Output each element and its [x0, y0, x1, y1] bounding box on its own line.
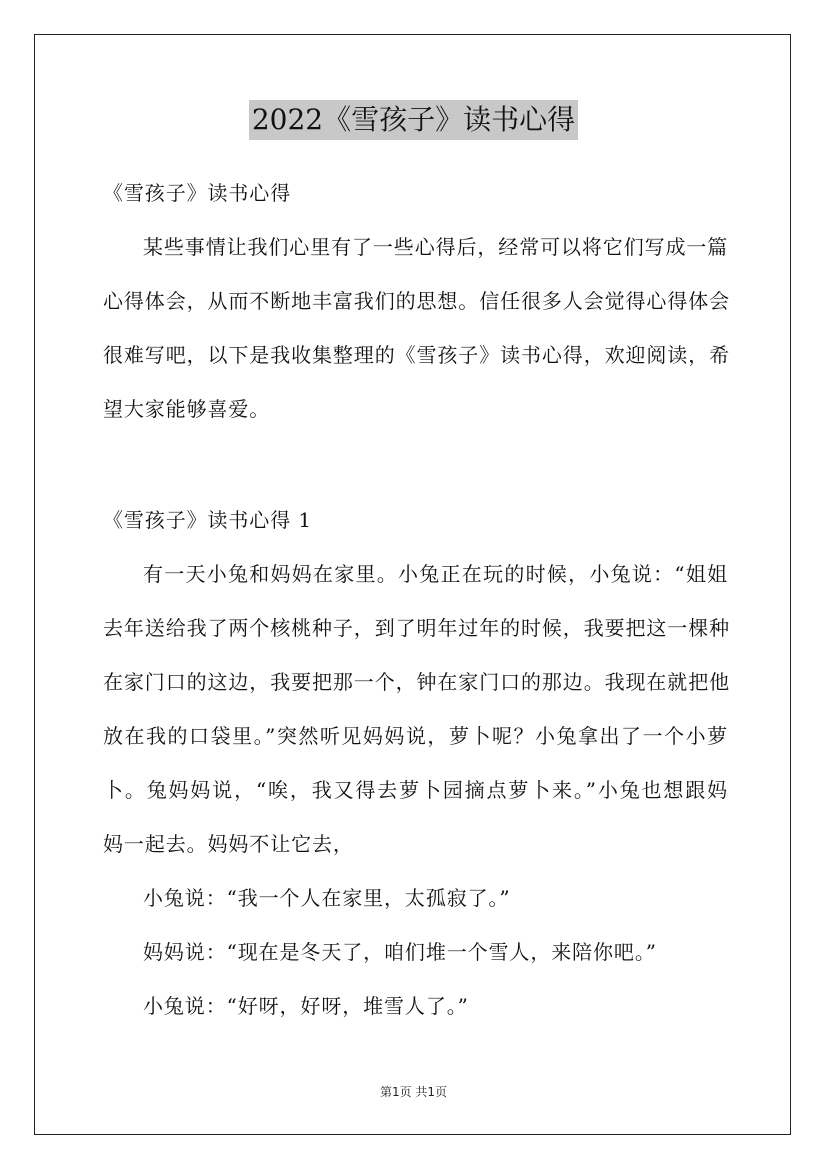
section-heading: 《雪孩子》读书心得 1: [103, 508, 312, 532]
dialogue-line-2: 妈妈说：“现在是冬天了，咱们堆一个雪人，来陪你吧。”: [143, 940, 657, 964]
body-line-3: 在家门口的这边，我要把那一个，钟在家门口的那边。我现在就把他: [103, 670, 730, 694]
intro-line-2: 心得体会，从而不断地丰富我们的思想。信任很多人会觉得心得体会: [103, 289, 730, 313]
intro-line-1: 某些事情让我们心里有了一些心得后，经常可以将它们写成一篇: [143, 235, 729, 259]
intro-line-4: 望大家能够喜爱。: [103, 397, 271, 421]
document-title: 2022《雪孩子》读书心得: [249, 100, 578, 140]
dialogue-line-3: 小兔说：“好呀，好呀，堆雪人了。”: [143, 994, 469, 1018]
dialogue-line-1: 小兔说：“我一个人在家里，太孤寂了。”: [143, 886, 511, 910]
body-line-1: 有一天小兔和妈妈在家里。小兔正在玩的时候，小兔说：“姐姐: [143, 562, 728, 586]
intro-line-3: 很难写吧，以下是我收集整理的《雪孩子》读书心得，欢迎阅读，希: [103, 343, 730, 367]
subtitle: 《雪孩子》读书心得: [103, 181, 292, 205]
body-line-5: 卜。兔妈妈说，“唉，我又得去萝卜园摘点萝卜来。”小兔也想跟妈: [103, 778, 728, 802]
body-line-4: 放在我的口袋里。”突然听见妈妈说，萝卜呢？小兔拿出了一个小萝: [103, 724, 728, 748]
title-container: [0, 100, 827, 140]
body-line-6: 妈一起去。妈妈不让它去，: [103, 832, 354, 856]
page-number: 第1页 共1页: [379, 1085, 448, 1099]
body-line-2: 去年送给我了两个核桃种子，到了明年过年的时候，我要把这一棵种: [103, 616, 730, 640]
